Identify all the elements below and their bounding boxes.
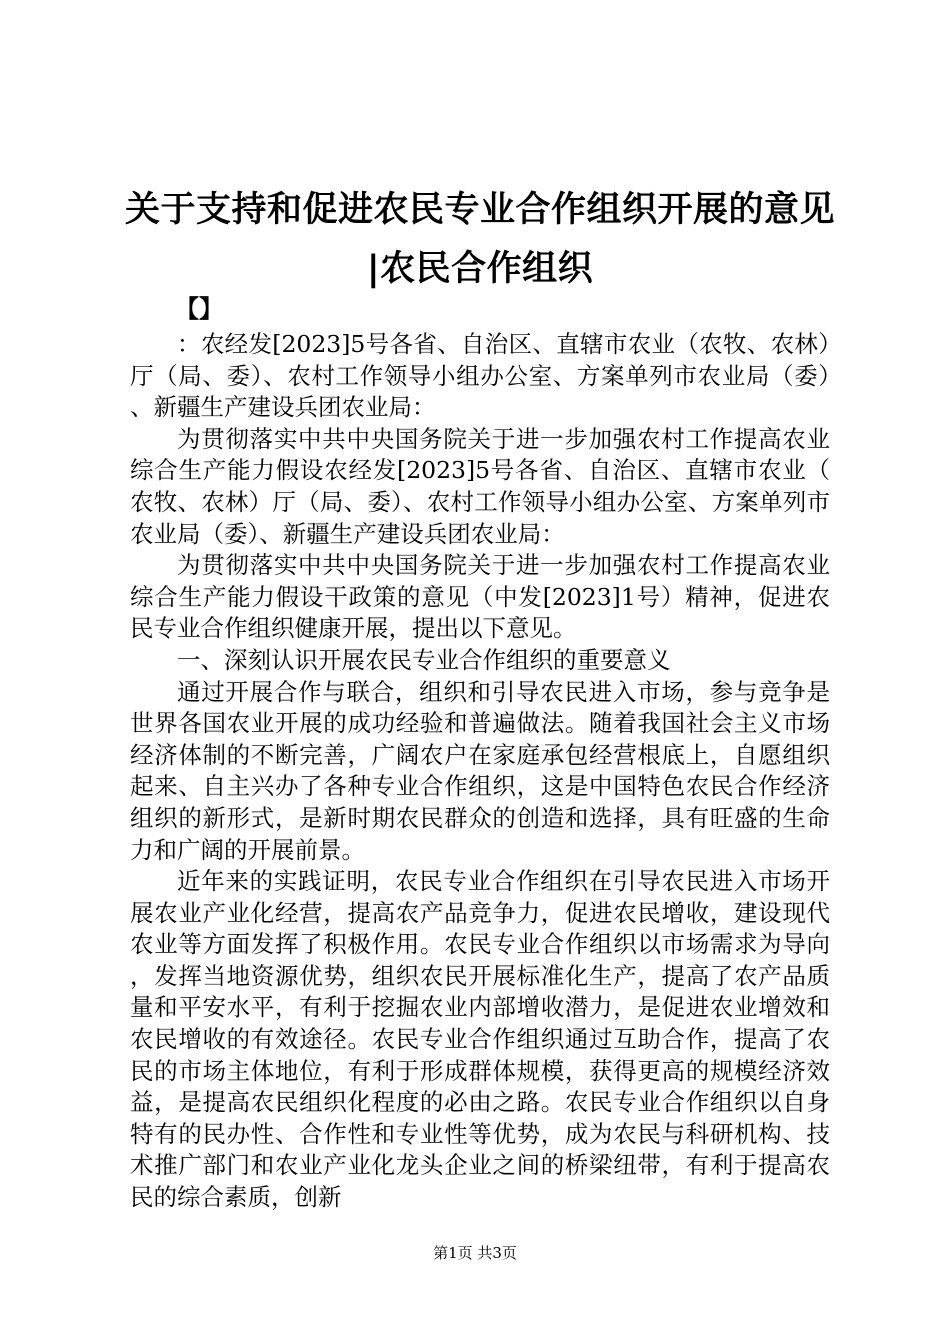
paragraph: ：农经发[2023]5号各省、自治区、直辖市农业（农牧、农林）厅（局、委）、农村工作领导小组办公室、方案单列市农业局（委）、新疆生产建设兵团农业局：	[130, 330, 830, 422]
paragraph: 近年来的实践证明，农民专业合作组织在引导农民进入市场开展农业产业化经营，提高农产品竞争力，促进农民增收，建设现代农业等方面发挥了积极作用。农民专业合作组织以市场需求为导向，发挥当地资源优势，组织农民开展标准化生产，提高了农产品质量和平安水平，有利于挖掘农业内部增收潜力，是促进农业增效和农民增收的有效途径。农民专业合作组织通过互助合作，提高了农民的市场主体地位，有利于形成群体规模，获得更高的规模经济效益，是提高农民组织化程度的必由之路。农民专业合作组织以自身特有的民办性、合作性和专业性等优势，成为农民与科研机构、技术推广部门和农业产业化龙头企业之间的桥梁纽带，有利于提高农民的综合素质，创新	[130, 867, 830, 1212]
document-title-line-1: 关于支持和促进农民专业合作组织开展的意见	[124, 190, 835, 230]
section-heading: 一、深刻认识开展农民专业合作组织的重要意义	[177, 645, 671, 674]
document-body	[130, 329, 830, 1214]
paragraph: 为贯彻落实中共中央国务院关于进一步加强农村工作提高农业综合生产能力假设干政策的意见（中发[2023]1号）精神，促进农民专业合作组织健康开展，提出以下意见。	[130, 551, 830, 643]
document-title-line-2: |农民合作组织	[366, 249, 594, 289]
source-bracket: 【】	[175, 295, 223, 323]
page-footer: 第1页 共3页	[433, 1244, 517, 1262]
paragraph: 通过开展合作与联合，组织和引导农民进入市场，参与竞争是世界各国农业开展的成功经验和普遍做法。随着我国社会主义市场经济体制的不断完善，广阔农户在家庭承包经营根底上，自愿组织起来、自主兴办了各种专业合作组织，这是中国特色农民合作经济组织的新形式，是新时期农民群众的创造和选择，具有旺盛的生命力和广阔的开展前景。	[130, 677, 830, 864]
paragraph: 为贯彻落实中共中央国务院关于进一步加强农村工作提高农业综合生产能力假设农经发[2023]5号各省、自治区、直辖市农业（农牧、农林）厅（局、委）、农村工作领导小组办公室、方案单列市农业局（委）、新疆生产建设兵团农业局：	[130, 424, 830, 548]
